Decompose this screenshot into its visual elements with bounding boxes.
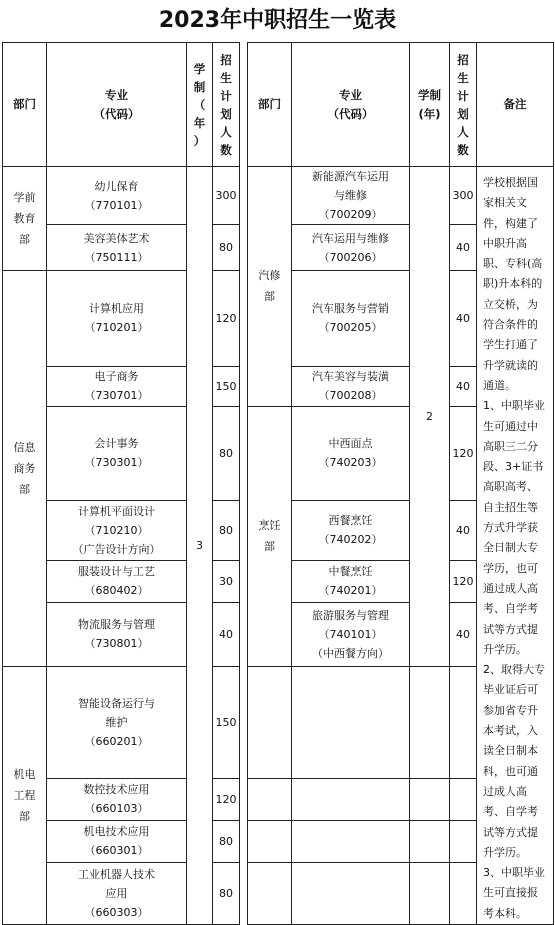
plan-count: 120 [450,406,477,500]
major-cell [47,602,187,666]
empty-cell [292,820,410,862]
dept-name-line: 商务 [13,461,36,475]
plan-count: 120 [450,560,477,602]
major-code: （660303） [84,905,149,919]
major-cell [292,271,410,367]
major-name: 计算机平面设计 [78,504,155,518]
major-cell [292,560,410,602]
empty-cell [248,666,292,778]
major-name: 汽车运用与维修 [312,231,389,245]
dept-auto-repair [248,167,292,407]
years-left: 3 [187,167,213,925]
major-name: 美容美体艺术 [83,231,150,245]
dept-name-line: 部 [264,540,275,554]
major-name: 会计事务 [94,437,139,451]
plan-count: 40 [450,271,477,367]
major-code: （660103） [84,802,149,816]
dept-name-line: 教育 [13,212,36,225]
major-cell [47,862,187,924]
plan-count: 300 [450,167,477,225]
empty-cell [292,778,410,820]
header-plan-char: 划 [457,106,469,121]
table-row [3,820,554,862]
major-code: （740202） [318,533,383,547]
plan-count: 40 [450,366,477,406]
header-major-line1: 专业 [105,87,128,102]
major-name: 物流服务与管理 [78,618,155,632]
header-plan-right [450,43,477,167]
dept-name-line: 部 [19,482,30,496]
header-dept: 部门 [3,43,47,167]
dept-mechatronics [3,666,47,924]
major-cell [292,406,410,500]
major-name: 电子商务 [94,370,139,384]
plan-count: 40 [450,602,477,666]
major-cell [292,500,410,560]
header-years-char: （ [193,97,206,112]
header-plan-char: 划 [220,106,232,121]
plan-count: 150 [213,366,240,406]
major-code: （710201） [84,321,149,335]
table-row [3,778,554,820]
major-name: 旅游服务与管理 [312,608,389,622]
major-cell [47,167,187,225]
header-plan-char: 计 [457,88,469,103]
major-cell [47,820,187,862]
empty-cell [248,862,292,924]
header-years [187,43,213,167]
major-code: （740203） [318,456,383,470]
plan-count: 150 [213,666,240,778]
empty-cell [450,778,477,820]
major-cell [292,225,410,271]
major-code: （730801） [84,637,149,651]
dept-preschool [3,167,47,271]
plan-count: 80 [213,820,240,862]
header-major-line1: 专业 [339,87,362,102]
major-name: 汽车服务与营销 [312,302,389,316]
dept-name-line: 烹饪 [258,519,281,533]
major-name: 工业机器人技术 [78,867,155,881]
major-name-cont: 维护 [105,715,128,729]
major-name: 智能设备运行与 [78,696,155,710]
years-right: 2 [410,167,450,667]
major-name: 新能源汽车运用 [312,170,389,183]
dept-name-line: 部 [19,809,30,823]
empty-cell [410,778,450,820]
empty-cell [450,666,477,778]
major-cell [47,225,187,271]
plan-count: 40 [450,500,477,560]
header-years-char: 学 [193,61,206,76]
major-name: 中餐烹饪 [328,565,373,579]
header-plan-char: 数 [457,142,469,157]
header-plan-char: 招 [220,52,232,67]
major-cell [47,406,187,500]
dept-name-line: 汽修 [258,269,281,283]
header-major [47,43,187,167]
table-row [3,167,554,225]
dept-cooking [248,406,292,666]
major-code: （730301） [84,456,149,470]
plan-count: 80 [213,862,240,924]
major-code: （770101） [84,198,149,212]
major-code: （660201） [84,734,149,748]
major-name: 计算机应用 [89,302,144,316]
major-code: （700209） [318,208,383,221]
plan-count: 40 [450,225,477,271]
plan-count: 40 [213,602,240,666]
plan-count: 120 [213,778,240,820]
header-years-char: ） [193,133,206,148]
major-direction: （中西餐方向） [312,646,389,660]
major-code: （700206） [318,250,383,264]
header-major-line2: （代码） [93,106,140,121]
empty-cell [248,820,292,862]
empty-cell [248,778,292,820]
dept-name-line: 信息 [13,440,36,454]
major-code: （660301） [84,844,149,858]
major-cell [47,560,187,602]
major-cell [292,602,410,666]
header-plan-char: 人 [220,124,232,139]
plan-count: 300 [213,167,240,225]
header-plan-char: 数 [220,142,232,157]
major-code: （710210） [84,523,149,537]
major-cell [47,778,187,820]
notes-cell: 学校根据国家相关文件，构建了中职升高职、专科(高职)升本科的立交桥，为符合条件的学生打通了升学就读的通道。 1、中职毕业生可通过中高职三二分段、3+证书高职高考、自主招生等方式升学获全日制大专学历，也可通过成人高考、自学考试等方式提升学历。 2、取得大专毕业证后可参加省专升本考试，入读全日制本科，也可通过成人高考、自学考试等方式提升学历。 3、中职毕业生可直接报考本科。 [477,167,554,925]
column-separator [240,43,248,925]
empty-cell [450,862,477,924]
major-cell [292,366,410,406]
major-name-cont: 应用 [105,886,128,900]
major-code: （740101） [318,627,383,641]
header-years-right: 学制(年) [410,43,450,167]
table-row [3,406,554,500]
header-dept-right: 部门 [248,43,292,167]
dept-name-line: 部 [264,290,275,304]
plan-count: 80 [213,225,240,271]
header-row [3,43,554,167]
major-name: 机电技术应用 [83,825,150,839]
table-row [3,666,554,778]
plan-count: 30 [213,560,240,602]
major-name: 中西面点 [328,437,373,451]
major-name: 数控技术应用 [83,783,150,797]
header-major-right [292,43,410,167]
major-code: （680402） [84,584,149,598]
header-years-char: 年 [193,115,206,130]
empty-cell [410,666,450,778]
major-name-cont: 与维修 [334,189,367,202]
empty-cell [292,666,410,778]
empty-cell [410,862,450,924]
dept-name-line: 机电 [13,767,36,781]
major-code: （700208） [318,389,383,403]
major-cell [47,500,187,560]
table-row [3,862,554,924]
enrollment-table [2,42,554,925]
header-years-char: 制 [193,79,206,94]
major-code: （700205） [318,321,383,335]
major-name: 西餐烹饪 [328,514,373,528]
dept-name-line: 学前 [13,191,36,204]
dept-name-line: 工程 [13,788,36,802]
major-name: 幼儿保育 [94,179,139,193]
header-plan-char: 人 [457,124,469,139]
header-plan-char: 计 [220,88,232,103]
major-cell [292,167,410,225]
major-name: 汽车美容与装潢 [312,370,389,384]
header-notes: 备注 [477,43,554,167]
header-plan-char: 生 [457,70,469,85]
dept-name-line: 部 [19,233,30,246]
empty-cell [450,820,477,862]
plan-count: 80 [213,406,240,500]
empty-cell [410,820,450,862]
plan-count: 120 [213,271,240,367]
empty-cell [292,862,410,924]
major-code: （740201） [318,584,383,598]
plan-count: 80 [213,500,240,560]
major-name: 服装设计与工艺 [78,565,155,579]
major-cell [47,666,187,778]
header-plan-char: 生 [220,70,232,85]
header-major-line2: （代码） [327,106,374,121]
major-cell [47,271,187,367]
major-cell [47,366,187,406]
major-code: （730701） [84,389,149,403]
dept-info-business [3,271,47,667]
header-plan [213,43,240,167]
major-direction: （广告设计方向） [72,542,161,556]
major-code: （750111） [84,250,149,264]
header-plan-char: 招 [457,52,469,67]
page-title: 2023年中职招生一览表 [158,8,397,33]
